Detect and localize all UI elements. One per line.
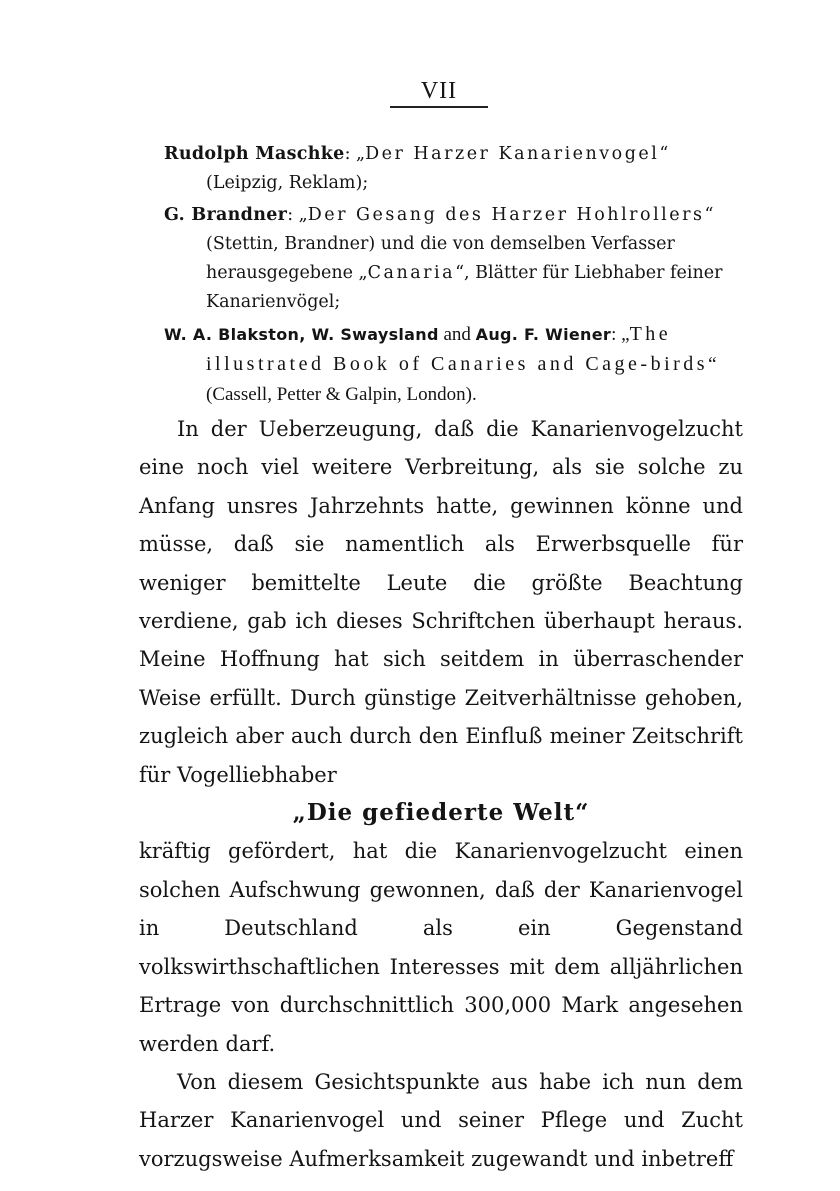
paragraph: Von diesem Gesichtspunkte aus habe ich nun dem Harzer Kanarienvogel und seiner Pflege und Zucht vorzugsweise Aufmerksamkeit zugewandt und inbetreff	[139, 1069, 743, 1171]
bibliography-entry	[164, 201, 744, 317]
bib-text: : „	[344, 144, 366, 164]
bib-author: Rudolph Maschke	[164, 144, 345, 164]
paragraph: In der Ueberzeugung, daß die Kanarienvogelzucht eine noch viel weitere Verbreitung, als sie solche zu Anfang unsres Jahrzehnts hatte, gewinnen könne und müsse, daß sie namentlich als Erwerbsquelle für weniger bemittelte Leute die größte Beachtung verdiene, gab ich dieses Schriftchen überhaupt heraus. Meine Hoffnung hat sich seitdem in überraschender Weise erfüllt. Durch günstige Zeitverhältnisse gehoben, zugleich aber auch durch den Einfluß meiner Zeitschrift für Vogelliebhaber	[139, 417, 743, 787]
bib-text: “ (Leipzig, Reklam);	[206, 144, 669, 193]
page-number-rule	[390, 106, 488, 108]
bib-title: Der Gesang des Harzer Hohlrollers	[307, 205, 705, 225]
bib-text: : „	[287, 205, 308, 225]
bib-text: “ (Cassell, Petter & Galpin, London).	[206, 354, 717, 405]
bibliography-entry	[164, 320, 744, 410]
bib-author: Aug. F. Wiener	[475, 325, 612, 344]
paragraph: kräftig gefördert, hat die Kanarienvogelzucht einen solchen Aufschwung gewonnen, daß der Kanarienvogel in Deutschland als ein Gegenstand volkswirthschaftlichen Interesses mit dem alljährlichen Ertrage von durchschnittlich 300,000 Mark angesehen werden darf.	[139, 839, 743, 1056]
body-text	[139, 410, 743, 1178]
bib-title: Der Harzer Kanarienvogel	[365, 144, 660, 164]
bib-author: G. Brandner	[164, 205, 288, 225]
bibliography-list	[164, 140, 744, 413]
bib-text: : „	[611, 324, 630, 345]
bib-text: “ (Stettin, Brandner) und die von demselben Verfasser herausgegebene „	[206, 205, 714, 283]
bib-author: W. A. Blakston, W. Swaysland	[164, 325, 439, 344]
bib-text: and	[438, 324, 476, 345]
bibliography-entry	[164, 140, 744, 198]
bib-title: Canaria	[367, 263, 456, 283]
page-number: VII	[420, 78, 458, 104]
bib-title: The illustrated Book of Canaries and Cage-birds	[206, 323, 709, 375]
periodical-title: „Die gefiederte Welt“	[292, 799, 590, 827]
bib-text: “, Blätter für Liebhaber feiner Kanarienvögel;	[206, 263, 723, 312]
